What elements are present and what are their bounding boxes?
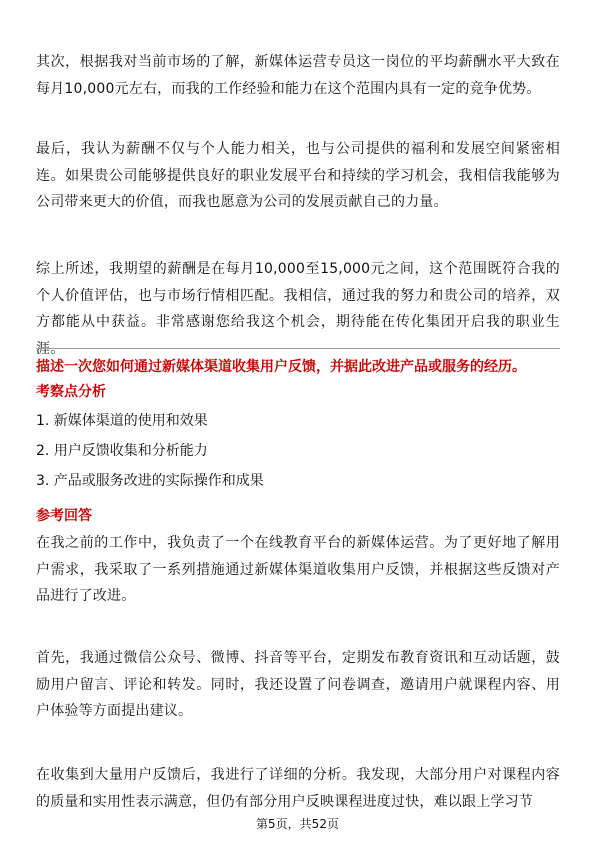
analysis-heading: 考察点分析	[36, 384, 106, 400]
paragraph-benefits: 最后，我认为薪酬不仅与个人能力相关，也与公司提供的福利和发展空间紧密相连。如果贵公司能够提供良好的职业发展平台和持续的学习机会，我相信我能够为公司带来更大的价值，而我也愿意为公司的发展贡献自己的力量。	[36, 141, 560, 210]
page-number: 第5页，共52页	[256, 817, 339, 831]
analysis-item: 1. 新媒体渠道的使用和效果	[36, 413, 208, 429]
answer-paragraph: 在收集到大量用户反馈后，我进行了详细的分析。我发现，大部分用户对课程内容的质量和实用性表示满意，但仍有部分用户反映课程进度过快，难以跟上学习节	[36, 767, 560, 810]
answer-paragraph: 首先，我通过微信公众号、微博、抖音等平台，定期发布教育资讯和互动话题，鼓励用户留言、评论和转发。同时，我还设置了问卷调查，邀请用户就课程内容、用户体验等方面提出建议。	[36, 650, 560, 719]
paragraph-market-salary: 其次，根据我对当前市场的了解，新媒体运营专员这一岗位的平均薪酬水平大致在每月10,000元左右，而我的工作经验和能力在这个范围内具有一定的竞争优势。	[36, 54, 560, 97]
answer-paragraph: 在我之前的工作中，我负责了一个在线教育平台的新媒体运营。为了更好地了解用户需求，我采取了一系列措施通过新媒体渠道收集用户反馈，并根据这些反馈对产品进行了改进。	[36, 535, 560, 604]
paragraph-summary: 综上所述，我期望的薪酬是在每月10,000至15,000元之间，这个范围既符合我的个人价值评估，也与市场行情相匹配。我相信，通过我的努力和贵公司的培养，双方都能从中获益。非常感谢您给我这个机会，期待能在传化集团开启我的职业生涯。	[36, 261, 560, 357]
analysis-item: 3. 产品或服务改进的实际操作和成果	[36, 473, 264, 489]
interview-question: 描述一次您如何通过新媒体渠道收集用户反馈，并据此改进产品或服务的经历。	[36, 359, 526, 375]
analysis-item: 2. 用户反馈收集和分析能力	[36, 443, 208, 459]
section-divider	[36, 348, 560, 349]
answer-heading: 参考回答	[36, 508, 92, 524]
